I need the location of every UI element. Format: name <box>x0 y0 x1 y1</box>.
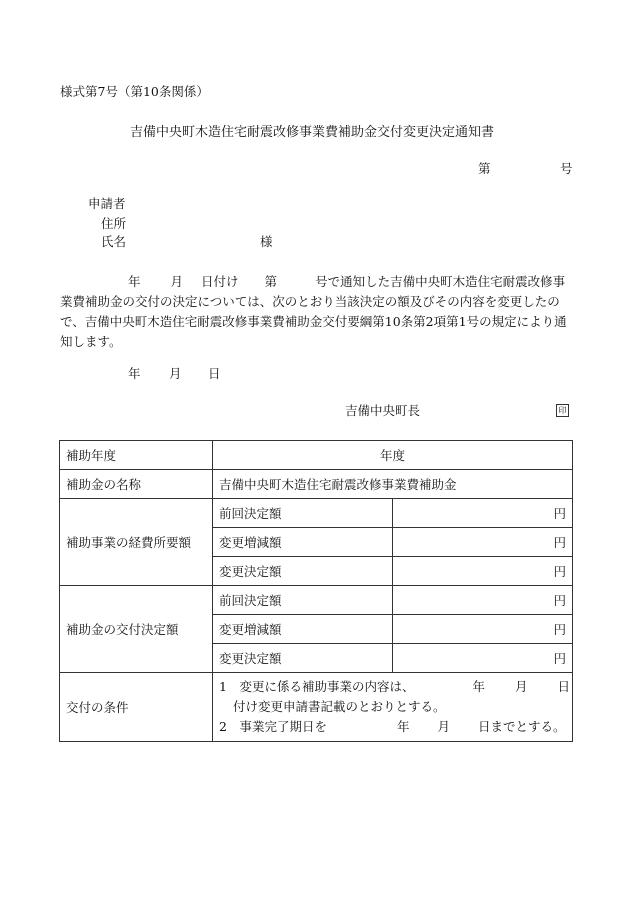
subsidy-name-label: 補助金の名称 <box>60 470 213 499</box>
body-no-prefix: 第 <box>264 274 278 289</box>
grant-changed-yen: 円 <box>393 644 573 673</box>
grant-label: 補助金の交付決定額 <box>60 586 213 673</box>
decision-table <box>59 440 573 742</box>
body-year: 年 <box>128 274 141 289</box>
condition-1-month: 月 <box>514 679 528 694</box>
grant-change-label: 変更増減額 <box>213 615 393 644</box>
date-month: 月 <box>169 366 182 381</box>
table-row <box>60 441 573 470</box>
address-label: 住所 <box>101 216 127 231</box>
grant-change-yen: 円 <box>393 615 573 644</box>
conditions-cell <box>213 673 573 742</box>
body-paragraph <box>60 272 574 352</box>
condition-2-text-end: 日までとする。 <box>478 719 566 734</box>
table-row <box>60 586 573 615</box>
name-label: 氏名 <box>101 234 127 249</box>
cost-changed-yen: 円 <box>393 557 573 586</box>
condition-2-line <box>219 717 566 737</box>
body-day-ref: 日付け <box>201 274 239 289</box>
condition-1-day: 日 <box>557 679 571 694</box>
doc-number-suffix: 号 <box>560 161 573 176</box>
subsidy-name-value: 吉備中央町木造住宅耐震改修事業費補助金 <box>213 470 573 499</box>
table-row <box>60 499 573 528</box>
cost-change-label: 変更増減額 <box>213 528 393 557</box>
cost-label: 補助事業の経費所要額 <box>60 499 213 586</box>
condition-1-text: 1 変更に係る補助事業の内容は、 <box>219 679 415 694</box>
honorific: 様 <box>260 234 273 249</box>
grant-previous-label: 前回決定額 <box>213 586 393 615</box>
date-year: 年 <box>128 366 141 381</box>
fiscal-year-value: 年度 <box>213 441 573 470</box>
table-row <box>60 470 573 499</box>
doc-number-prefix: 第 <box>478 161 491 176</box>
fiscal-year-label: 補助年度 <box>60 441 213 470</box>
condition-2-month: 月 <box>437 719 450 734</box>
cost-previous-label: 前回決定額 <box>213 499 393 528</box>
table-row <box>60 673 573 742</box>
grant-previous-yen: 円 <box>393 586 573 615</box>
condition-2-year: 年 <box>396 719 410 734</box>
cost-change-yen: 円 <box>393 528 573 557</box>
issuer: 吉備中央町長 <box>345 403 421 418</box>
form-number: 様式第7号（第10条関係） <box>60 84 209 99</box>
condition-1-continued: 付け変更申請書記載のとおりとする。 <box>233 699 446 714</box>
body-month: 月 <box>170 274 184 289</box>
conditions-label: 交付の条件 <box>60 673 213 742</box>
cost-changed-label: 変更決定額 <box>213 557 393 586</box>
grant-changed-label: 変更決定額 <box>213 644 393 673</box>
applicant-label: 申請者 <box>88 196 126 211</box>
cost-previous-yen: 円 <box>393 499 573 528</box>
body-text: 号で通知した吉備中央町木造住宅耐震改修事業費補助金の交付の決定については、次のとおり当該決定の額及びその内容を変更したので、吉備中央町木造住宅耐震改修事業費補助金交付要綱第10条第2項第1号の規定により通知します。 <box>60 274 567 349</box>
condition-1-line <box>219 677 571 697</box>
condition-2-text: 2 事業完了期日を <box>219 719 327 734</box>
document-title: 吉備中央町木造住宅耐震改修事業費補助金交付変更決定通知書 <box>130 125 495 140</box>
condition-1-year: 年 <box>472 679 485 694</box>
seal-mark: 印 <box>556 404 569 417</box>
date-day: 日 <box>208 366 221 381</box>
